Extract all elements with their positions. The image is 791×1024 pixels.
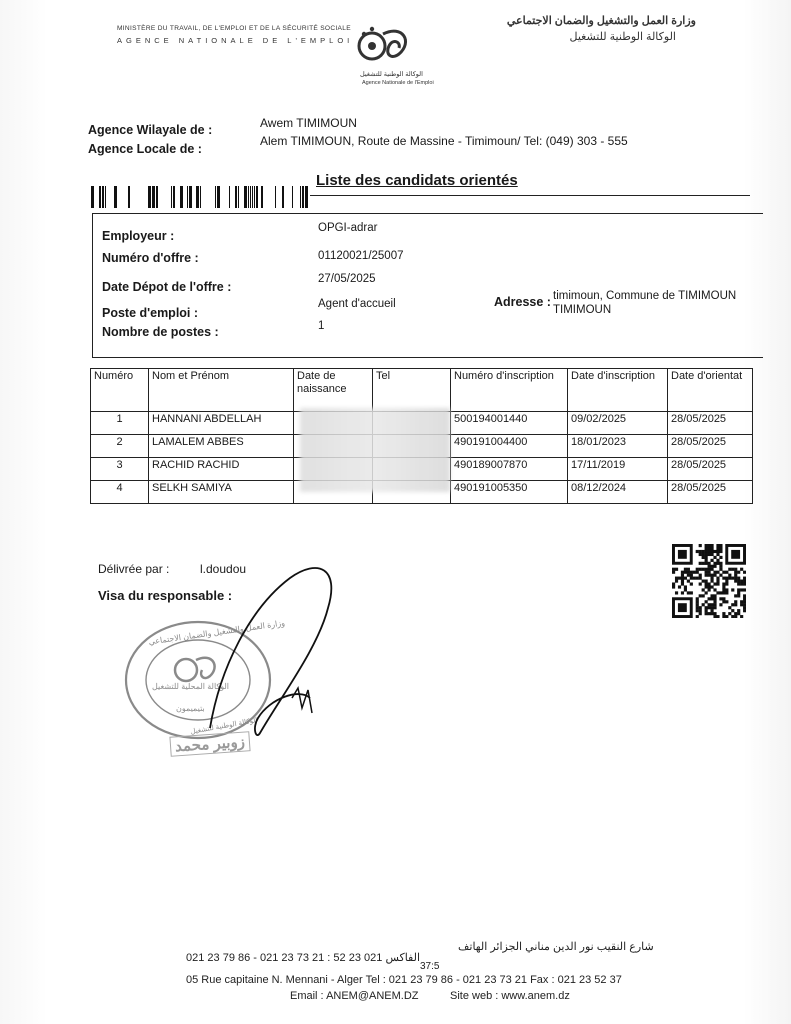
cell-date-orientation: 28/05/2025 bbox=[668, 458, 753, 481]
table-header-row bbox=[91, 369, 753, 412]
signature bbox=[200, 548, 350, 748]
delivered-label: Délivrée par : bbox=[98, 562, 170, 576]
visa-label: Visa du responsable : bbox=[98, 588, 233, 603]
anem-logo bbox=[355, 20, 415, 68]
stamp-center-text-1: الوكالة المحلية للتشغيل bbox=[152, 682, 229, 691]
nombre-postes-label: Nombre de postes : bbox=[102, 325, 219, 339]
redacted-area bbox=[300, 408, 450, 492]
footer-website: Site web : www.anem.dz bbox=[450, 990, 570, 1002]
employeur-value: OPGI-adrar bbox=[318, 222, 378, 234]
ministry-ar: وزارة العمل والتشغيل والضمان الاجتماعي bbox=[506, 15, 696, 27]
adresse-value-2: TIMIMOUN bbox=[553, 304, 612, 316]
cell-inscription: 500194001440 bbox=[451, 412, 568, 435]
cell-inscription: 490191004400 bbox=[451, 435, 568, 458]
stamp-center-text-2: بتيميمون bbox=[176, 704, 205, 713]
stamp-ring-text: وزارة العمل والتشغيل والضمان الاجتماعي bbox=[148, 618, 286, 647]
agency-fr: AGENCE NATIONALE DE L'EMPLOI bbox=[117, 36, 354, 45]
cell-date-orientation: 28/05/2025 bbox=[668, 481, 753, 504]
cell-date-orientation: 28/05/2025 bbox=[668, 412, 753, 435]
col-date-orientation: Date d'orientat bbox=[668, 369, 753, 412]
footer-address-fr: 05 Rue capitaine N. Mennani - Alger Tel : 021 23 79 86 - 021 23 73 21 Fax : 021 23 52 37 bbox=[186, 974, 622, 986]
delivered-value: l.doudou bbox=[200, 562, 247, 576]
adresse-value-1: timimoun, Commune de TIMIMOUN bbox=[553, 290, 737, 302]
logo-caption-ar: الوكالة الوطنية للتشغيل bbox=[360, 71, 423, 78]
col-tel: Tel bbox=[373, 369, 451, 412]
col-nom: Nom et Prénom bbox=[149, 369, 294, 412]
cell-date-inscription: 17/11/2019 bbox=[568, 458, 668, 481]
poste-label: Poste d'emploi : bbox=[102, 306, 199, 320]
cell-numero: 2 bbox=[91, 435, 149, 458]
stamp-bottom-text: الوكالة الوطنية للتشغيل bbox=[189, 717, 258, 736]
cell-numero: 3 bbox=[91, 458, 149, 481]
cell-nom: HANNANI ABDELLAH bbox=[149, 412, 294, 435]
cell-inscription: 490189007870 bbox=[451, 458, 568, 481]
title-rule bbox=[310, 195, 750, 196]
stamp-name: زوبير محمد bbox=[169, 731, 250, 757]
cell-date-inscription: 18/01/2023 bbox=[568, 435, 668, 458]
col-naissance: Date de naissance bbox=[294, 369, 373, 412]
locale-value: Alem TIMIMOUN, Route de Massine - Timimoun/ Tel: (049) 303 - 555 bbox=[260, 134, 628, 148]
cell-inscription: 490191005350 bbox=[451, 481, 568, 504]
col-inscription: Numéro d'inscription bbox=[451, 369, 568, 412]
cell-date-orientation: 28/05/2025 bbox=[668, 435, 753, 458]
numero-offre-value: 01120021/25007 bbox=[318, 250, 404, 262]
date-depot-value: 27/05/2025 bbox=[318, 273, 376, 285]
locale-label: Agence Locale de : bbox=[88, 142, 202, 156]
footer-code: 37:5 bbox=[420, 961, 440, 972]
date-depot-label: Date Dépot de l'offre : bbox=[102, 280, 232, 294]
cell-nom: SELKH SAMIYA bbox=[149, 481, 294, 504]
cell-nom: RACHID RACHID bbox=[149, 458, 294, 481]
employeur-label: Employeur : bbox=[102, 229, 175, 243]
ministry-fr: MINISTÈRE DU TRAVAIL, DE L'EMPLOI ET DE LA SÉCURITÉ SOCIALE bbox=[117, 25, 351, 32]
adresse-label: Adresse : bbox=[494, 295, 551, 309]
cell-nom: LAMALEM ABBES bbox=[149, 435, 294, 458]
barcode bbox=[88, 186, 310, 208]
cell-date-inscription: 09/02/2025 bbox=[568, 412, 668, 435]
wilayale-label: Agence Wilayale de : bbox=[88, 123, 213, 137]
wilayale-value: Awem TIMIMOUN bbox=[260, 116, 357, 130]
cell-date-inscription: 08/12/2024 bbox=[568, 481, 668, 504]
numero-offre-label: Numéro d'offre : bbox=[102, 251, 199, 265]
col-numero: Numéro bbox=[91, 369, 149, 412]
poste-value: Agent d'accueil bbox=[318, 298, 396, 310]
logo-caption-fr: Agence Nationale de l'Emploi bbox=[362, 80, 434, 86]
footer-address-ar: شارع النقيب نور الدين مناني الجزائر الهاتف bbox=[458, 941, 654, 953]
col-date-inscription: Date d'inscription bbox=[568, 369, 668, 412]
cell-numero: 4 bbox=[91, 481, 149, 504]
cell-numero: 1 bbox=[91, 412, 149, 435]
page-title: Liste des candidats orientés bbox=[316, 172, 518, 189]
nombre-postes-value: 1 bbox=[318, 320, 325, 332]
footer-email: Email : ANEM@ANEM.DZ bbox=[290, 990, 419, 1002]
footer-phones-ar: 021 23 79 86 - 021 23 73 21 : الفاكس 021 23 52 bbox=[186, 952, 421, 964]
agency-ar: الوكالة الوطنية للتشغيل bbox=[569, 31, 676, 43]
qr-code bbox=[672, 544, 746, 623]
